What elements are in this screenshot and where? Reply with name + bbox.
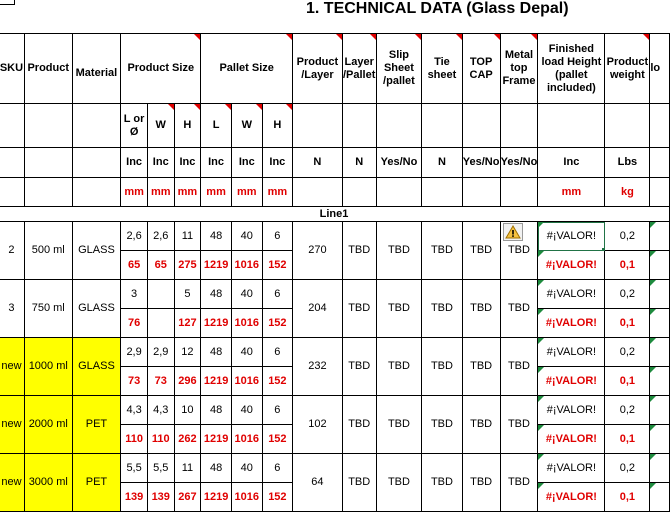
comment-marker-icon — [336, 34, 342, 40]
cell-dimension-mm[interactable]: 152 — [262, 483, 292, 512]
header-layer-pallet[interactable]: Layer /Pallet — [342, 34, 376, 104]
technical-data-table — [0, 33, 670, 512]
cell-top-cap[interactable]: TBD — [462, 454, 500, 512]
cell-load-height[interactable] — [538, 454, 605, 483]
cell[interactable] — [293, 104, 343, 148]
cell-dimension-mm[interactable]: 1016 — [231, 251, 262, 280]
header-product-size[interactable]: Product Size — [121, 34, 201, 104]
unit-mm[interactable]: mm — [201, 178, 232, 207]
cell[interactable] — [342, 104, 376, 148]
cell-text: #¡VALOR! — [545, 316, 597, 329]
cell-top-cap[interactable]: TBD — [462, 396, 500, 454]
error-marker-icon — [538, 251, 544, 257]
unit-n[interactable]: N — [342, 148, 376, 178]
cell-dimension-mm[interactable]: 1219 — [201, 483, 232, 512]
cell-slip-sheet[interactable]: TBD — [376, 396, 422, 454]
comment-marker-icon — [194, 104, 200, 110]
cell-layer-pallet[interactable]: TBD — [342, 396, 376, 454]
cell[interactable] — [422, 178, 462, 207]
cell-weight-lbs[interactable]: 0,2 — [605, 280, 650, 309]
unit-mm[interactable]: mm — [174, 178, 201, 207]
cell-metal-top-frame[interactable] — [500, 338, 538, 396]
unit-mm[interactable]: mm — [147, 178, 174, 207]
cell-text: #¡VALOR! — [546, 345, 597, 358]
header-pallet-l[interactable]: L — [201, 104, 232, 148]
cell-weight-lbs[interactable]: 0,2 — [605, 454, 650, 483]
cell-dimension-mm[interactable]: 1219 — [201, 367, 232, 396]
cell-product[interactable]: 3000 ml — [24, 454, 72, 512]
cell-dimension-inc[interactable] — [147, 280, 174, 309]
error-marker-icon — [650, 280, 656, 286]
cell-product-layer[interactable]: 232 — [293, 338, 343, 396]
cell-tie-sheet[interactable]: TBD — [422, 454, 462, 512]
cell-metal-top-frame[interactable] — [500, 454, 538, 512]
header-product-layer[interactable]: Product /Layer — [293, 34, 343, 104]
cell-dimension-mm[interactable]: 1219 — [201, 251, 232, 280]
cell-slip-sheet[interactable]: TBD — [376, 454, 422, 512]
table-row — [0, 454, 670, 483]
cell-dimension-mm[interactable]: 76 — [121, 309, 148, 338]
cell[interactable] — [376, 104, 422, 148]
cell[interactable] — [500, 104, 538, 148]
unit-mm[interactable]: mm — [262, 178, 292, 207]
cell-layer-pallet[interactable]: TBD — [342, 454, 376, 512]
comment-marker-icon — [531, 34, 537, 40]
cell-sku[interactable]: new — [0, 338, 24, 396]
cell-material[interactable]: GLASS — [72, 338, 121, 396]
cell-tie-sheet[interactable]: TBD — [422, 280, 462, 338]
error-marker-icon — [650, 454, 656, 460]
cell-load-height[interactable] — [538, 338, 605, 367]
header-product-weight[interactable]: Product weight — [605, 34, 650, 104]
cell[interactable] — [462, 104, 500, 148]
cell-weight-kg[interactable]: 0,1 — [605, 483, 650, 512]
error-marker-icon — [650, 309, 656, 315]
cell-dimension-inc[interactable]: 48 — [201, 396, 232, 425]
header-slip-sheet[interactable]: Slip Sheet /pallet — [376, 34, 422, 104]
cell-text: TBD — [507, 244, 530, 256]
cell-dimension-inc[interactable]: 2,6 — [147, 222, 174, 251]
cell-weight-kg[interactable]: 0,1 — [605, 309, 650, 338]
header-top-cap[interactable]: TOP CAP — [462, 34, 500, 104]
header-pallet-w[interactable]: W — [231, 104, 262, 148]
error-marker-icon — [538, 338, 544, 344]
comment-marker-icon — [225, 104, 231, 110]
cell-tie-sheet[interactable]: TBD — [422, 338, 462, 396]
cell-dimension-mm[interactable]: 65 — [147, 251, 174, 280]
unit-yes-no[interactable]: Yes/No — [462, 148, 500, 178]
cell-dimension-inc[interactable]: 40 — [231, 280, 262, 309]
cell-dimension-inc[interactable]: 6 — [262, 222, 292, 251]
cell-dimension-mm[interactable]: 65 — [121, 251, 148, 280]
cell-weight-lbs[interactable]: 0,2 — [605, 396, 650, 425]
cell[interactable] — [650, 222, 670, 251]
cell-layer-pallet[interactable]: TBD — [342, 222, 376, 280]
cell-top-cap[interactable]: TBD — [462, 222, 500, 280]
cell-dimension-mm[interactable]: 1016 — [231, 367, 262, 396]
unit-mm[interactable]: mm — [121, 178, 148, 207]
cell-text: TBD — [507, 360, 530, 372]
unit-inc[interactable]: Inc — [147, 148, 174, 178]
cell[interactable] — [24, 148, 72, 178]
cell-text: #¡VALOR! — [546, 229, 597, 242]
cell-dimension-mm[interactable]: 296 — [174, 367, 201, 396]
cell-text: #¡VALOR! — [545, 432, 597, 445]
unit-mm[interactable]: mm — [538, 178, 605, 207]
unit-inc[interactable]: Inc — [201, 148, 232, 178]
error-marker-icon — [538, 425, 544, 431]
error-marker-icon — [650, 251, 656, 257]
cell-dimension-inc[interactable]: 2,6 — [121, 222, 148, 251]
cell[interactable] — [650, 280, 670, 309]
cell-dimension-inc[interactable]: 2,9 — [121, 338, 148, 367]
cell-weight-kg[interactable]: 0,1 — [605, 425, 650, 454]
comment-marker-icon — [168, 104, 174, 110]
cell[interactable] — [650, 251, 670, 280]
header-pallet-size[interactable]: Pallet Size — [201, 34, 293, 104]
cell-dimension-inc[interactable]: 3 — [121, 280, 148, 309]
cell-dimension-inc[interactable]: 5,5 — [147, 454, 174, 483]
cell-dimension-mm[interactable]: 152 — [262, 425, 292, 454]
error-marker-icon — [650, 222, 656, 228]
cell-sku[interactable]: 3 — [0, 280, 24, 338]
cell-load-height[interactable] — [538, 222, 605, 251]
unit-inc[interactable]: Inc — [121, 148, 148, 178]
sheet-title-row — [0, 0, 672, 20]
cell-dimension-mm[interactable] — [147, 309, 174, 338]
unit-lbs[interactable]: Lbs — [605, 148, 650, 178]
cell-top-cap[interactable]: TBD — [462, 338, 500, 396]
cell-text: #¡VALOR! — [545, 374, 597, 387]
cell-text: #¡VALOR! — [545, 258, 597, 271]
cell-load-height-mm[interactable] — [538, 483, 605, 512]
cell-dimension-inc[interactable]: 48 — [201, 338, 232, 367]
header-sku[interactable]: SKU — [0, 34, 24, 104]
cell-slip-sheet[interactable]: TBD — [376, 222, 422, 280]
error-marker-icon — [650, 425, 656, 431]
cell-dimension-mm[interactable]: 73 — [147, 367, 174, 396]
cell-dimension-inc[interactable]: 40 — [231, 222, 262, 251]
cell[interactable] — [72, 104, 121, 148]
cell-dimension-mm[interactable]: 73 — [121, 367, 148, 396]
table-row — [0, 338, 670, 367]
cell-dimension-inc[interactable]: 6 — [262, 454, 292, 483]
error-marker-icon — [650, 483, 656, 489]
header-metal-top-frame[interactable]: Metal top Frame — [500, 34, 538, 104]
comment-marker-icon — [494, 34, 500, 40]
cell-product-layer[interactable]: 270 — [293, 222, 343, 280]
cell[interactable] — [538, 104, 605, 148]
header-dim-w[interactable]: W — [147, 104, 174, 148]
comment-marker-icon — [194, 34, 200, 40]
comment-marker-icon — [643, 34, 649, 40]
cell-material[interactable]: GLASS — [72, 222, 121, 280]
cell[interactable] — [650, 309, 670, 338]
unit-inc[interactable]: Inc — [538, 148, 605, 178]
cell-product[interactable]: 1000 ml — [24, 338, 72, 396]
unit-inc[interactable]: Inc — [231, 148, 262, 178]
cell-weight-lbs[interactable]: 0,2 — [605, 338, 650, 367]
comment-marker-icon — [456, 34, 462, 40]
cell-dimension-inc[interactable]: 2,9 — [147, 338, 174, 367]
cell[interactable] — [0, 104, 24, 148]
error-marker-icon — [538, 454, 544, 460]
cell-load-height[interactable] — [538, 396, 605, 425]
cell-layer-pallet[interactable]: TBD — [342, 280, 376, 338]
cell-tie-sheet[interactable]: TBD — [422, 222, 462, 280]
cell-product-layer[interactable]: 102 — [293, 396, 343, 454]
error-marker-icon — [538, 222, 544, 228]
cell-weight-lbs[interactable]: 0,2 — [605, 222, 650, 251]
comment-marker-icon — [256, 104, 262, 110]
cell-dimension-mm[interactable]: 267 — [174, 483, 201, 512]
cell[interactable] — [342, 178, 376, 207]
header-product[interactable]: Product — [24, 34, 72, 104]
cell-load-height-mm[interactable] — [538, 309, 605, 338]
cell-dimension-inc[interactable]: 12 — [174, 338, 201, 367]
cell-text: TBD — [507, 302, 530, 314]
error-marker-icon — [538, 280, 544, 286]
unit-n[interactable]: N — [422, 148, 462, 178]
cell-dimension-inc[interactable]: 10 — [174, 396, 201, 425]
cell-material[interactable]: PET — [72, 396, 121, 454]
cell-dimension-inc[interactable]: 11 — [174, 222, 201, 251]
unit-n[interactable]: N — [293, 148, 343, 178]
cell-material[interactable]: GLASS — [72, 280, 121, 338]
cell-dimension-mm[interactable]: 139 — [147, 483, 174, 512]
cell-text: TBD — [507, 418, 530, 430]
cell-dimension-mm[interactable]: 152 — [262, 251, 292, 280]
header-dim-h[interactable]: H — [174, 104, 201, 148]
cell-sku[interactable]: new — [0, 396, 24, 454]
cell-top-cap[interactable]: TBD — [462, 280, 500, 338]
cell[interactable] — [376, 178, 422, 207]
cell-dimension-mm[interactable]: 139 — [121, 483, 148, 512]
cell-metal-top-frame[interactable] — [500, 222, 538, 280]
error-marker-icon — [538, 309, 544, 315]
cell[interactable] — [650, 178, 670, 207]
table-row — [0, 396, 670, 425]
cell-metal-top-frame[interactable] — [500, 280, 538, 338]
cell[interactable] — [422, 104, 462, 148]
cell-dimension-inc[interactable]: 11 — [174, 454, 201, 483]
cell[interactable] — [650, 483, 670, 512]
cell[interactable] — [72, 178, 121, 207]
cell-dimension-inc[interactable]: 48 — [201, 454, 232, 483]
cell-dimension-mm[interactable]: 1219 — [201, 425, 232, 454]
header-pallet-h[interactable]: H — [262, 104, 292, 148]
cell-dimension-mm[interactable]: 275 — [174, 251, 201, 280]
header-finished-load-height[interactable]: Finished load Height (pallet included) — [538, 34, 605, 104]
cell-sku[interactable]: new — [0, 454, 24, 512]
error-marker-icon — [538, 396, 544, 402]
cell-text: #¡VALOR! — [546, 287, 597, 300]
error-marker-icon — [650, 396, 656, 402]
cell[interactable] — [0, 148, 24, 178]
cell-weight-kg[interactable]: 0,1 — [605, 251, 650, 280]
cell-dimension-inc[interactable]: 5,5 — [121, 454, 148, 483]
cell-dimension-inc[interactable]: 4,3 — [147, 396, 174, 425]
cell-metal-top-frame[interactable] — [500, 396, 538, 454]
cell[interactable] — [650, 367, 670, 396]
cell-load-height-mm[interactable] — [538, 425, 605, 454]
cell-text: #¡VALOR! — [545, 490, 597, 503]
cell-dimension-mm[interactable]: 152 — [262, 367, 292, 396]
cell-product-layer[interactable]: 204 — [293, 280, 343, 338]
cell-load-height[interactable] — [538, 280, 605, 309]
cell-dimension-mm[interactable]: 110 — [121, 425, 148, 454]
unit-yes-no[interactable]: Yes/No — [376, 148, 422, 178]
cell-dimension-mm[interactable]: 110 — [147, 425, 174, 454]
header-next-column[interactable]: lo — [650, 34, 670, 104]
header-tie-sheet[interactable]: Tie sheet — [422, 34, 462, 104]
cell[interactable] — [462, 178, 500, 207]
cell-product[interactable]: 2000 ml — [24, 396, 72, 454]
cell[interactable] — [500, 178, 538, 207]
cell-product[interactable]: 750 ml — [24, 280, 72, 338]
cell-dimension-inc[interactable]: 5 — [174, 280, 201, 309]
cell-tie-sheet[interactable]: TBD — [422, 396, 462, 454]
cell-sku[interactable]: 2 — [0, 222, 24, 280]
cell[interactable] — [24, 104, 72, 148]
cell-dimension-mm[interactable]: 127 — [174, 309, 201, 338]
unit-inc[interactable]: Inc — [174, 148, 201, 178]
cell-product[interactable]: 500 ml — [24, 222, 72, 280]
table-row — [0, 222, 670, 251]
error-marker-icon — [650, 367, 656, 373]
unit-mm[interactable]: mm — [231, 178, 262, 207]
error-marker-icon — [538, 483, 544, 489]
cell-dimension-inc[interactable]: 4,3 — [121, 396, 148, 425]
unit-inc[interactable]: Inc — [262, 148, 292, 178]
cell[interactable] — [293, 178, 343, 207]
cell-dimension-inc[interactable]: 40 — [231, 454, 262, 483]
error-marker-icon — [538, 367, 544, 373]
cell[interactable] — [24, 178, 72, 207]
section-label[interactable]: Line1 — [0, 207, 670, 222]
header-dim-l[interactable]: L or Ø — [121, 104, 148, 148]
cell[interactable] — [605, 104, 650, 148]
cell-dimension-mm[interactable]: 1016 — [231, 425, 262, 454]
cell-load-height-mm[interactable] — [538, 367, 605, 396]
cell[interactable] — [0, 178, 24, 207]
cell-dimension-mm[interactable]: 152 — [262, 309, 292, 338]
cell-text: TBD — [507, 476, 530, 488]
cell[interactable] — [650, 104, 670, 148]
cell[interactable] — [650, 338, 670, 367]
comment-marker-icon — [286, 34, 292, 40]
header-material[interactable]: Material — [72, 34, 121, 104]
warning-icon[interactable] — [503, 223, 523, 245]
cell-dimension-inc[interactable]: 48 — [201, 222, 232, 251]
cell-product-layer[interactable]: 64 — [293, 454, 343, 512]
comment-marker-icon — [415, 34, 421, 40]
cell-text: #¡VALOR! — [546, 403, 597, 416]
unit-yes-no[interactable]: Yes/No — [500, 148, 538, 178]
cell-dimension-inc[interactable]: 40 — [231, 338, 262, 367]
cell-dimension-mm[interactable]: 262 — [174, 425, 201, 454]
cell-dimension-inc[interactable]: 48 — [201, 280, 232, 309]
comment-marker-icon — [370, 34, 376, 40]
comment-marker-icon — [286, 104, 292, 110]
cell-dimension-inc[interactable]: 40 — [231, 396, 262, 425]
cell-dimension-inc[interactable]: 6 — [262, 338, 292, 367]
cell-dimension-inc[interactable]: 6 — [262, 280, 292, 309]
cell[interactable] — [650, 148, 670, 178]
cell-text: #¡VALOR! — [546, 461, 597, 474]
cell-load-height-mm[interactable] — [538, 251, 605, 280]
cell-dimension-inc[interactable]: 6 — [262, 396, 292, 425]
cell[interactable] — [650, 454, 670, 483]
unit-kg[interactable]: kg — [605, 178, 650, 207]
cell[interactable] — [650, 425, 670, 454]
cell-dimension-mm[interactable]: 1016 — [231, 483, 262, 512]
cell-slip-sheet[interactable]: TBD — [376, 338, 422, 396]
cell-weight-kg[interactable]: 0,1 — [605, 367, 650, 396]
cell-dimension-mm[interactable]: 1219 — [201, 309, 232, 338]
sheet-title: 1. TECHNICAL DATA (Glass Depal) — [306, 0, 569, 17]
error-marker-icon — [650, 338, 656, 344]
cell[interactable] — [650, 396, 670, 425]
cell-layer-pallet[interactable]: TBD — [342, 338, 376, 396]
cell[interactable] — [72, 148, 121, 178]
table-row — [0, 280, 670, 309]
cell-dimension-mm[interactable]: 1016 — [231, 309, 262, 338]
cell-slip-sheet[interactable]: TBD — [376, 280, 422, 338]
cell-material[interactable]: PET — [72, 454, 121, 512]
